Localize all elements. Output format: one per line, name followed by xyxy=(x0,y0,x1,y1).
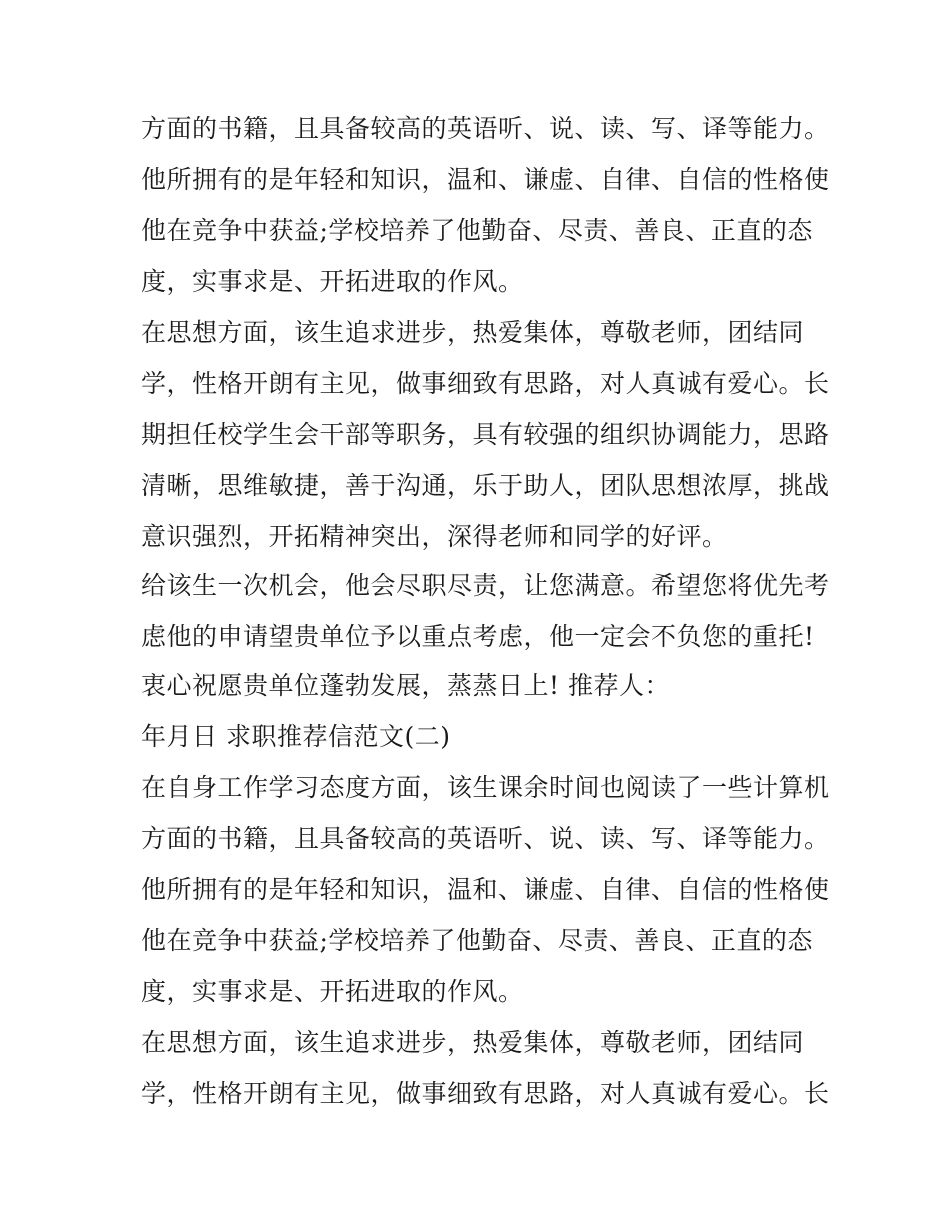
text-line: 虑他的申请望贵单位予以重点考虑，他一定会不负您的重托! xyxy=(141,622,815,651)
text-line: 期担任校学生会干部等职务，具有较强的组织协调能力，思路 xyxy=(141,420,830,449)
text-line: 方面的书籍，且具备较高的英语听、说、读、写、译等能力。 xyxy=(141,114,830,143)
text-line: 在自身工作学习态度方面，该生课余时间也阅读了一些计算机 xyxy=(141,773,830,802)
text-line: 度，实事求是、开拓进取的作风。 xyxy=(141,267,524,296)
text-line: 意识强烈，开拓精神突出，深得老师和同学的好评。 xyxy=(141,522,728,551)
text-line: 他所拥有的是年轻和知识，温和、谦虚、自律、自信的性格使 xyxy=(141,165,830,194)
text-line: 给该生一次机会，他会尽职尽责，让您满意。希望您将优先考 xyxy=(141,571,830,600)
text-line: 年月日 求职推荐信范文(二) xyxy=(141,722,451,751)
text-line: 衷心祝愿贵单位蓬勃发展，蒸蒸日上! 推荐人： xyxy=(141,671,670,700)
text-line: 在思想方面，该生追求进步，热爱集体，尊敬老师，团结同 xyxy=(141,318,805,347)
text-line: 他在竞争中获益;学校培养了他勤奋、尽责、善良、正直的态 xyxy=(141,216,813,245)
text-line: 学，性格开朗有主见，做事细致有思路，对人真诚有爱心。长 xyxy=(141,369,830,398)
text-line: 他所拥有的是年轻和知识，温和、谦虚、自律、自信的性格使 xyxy=(141,875,830,904)
text-line: 他在竞争中获益;学校培养了他勤奋、尽责、善良、正直的态 xyxy=(141,926,813,955)
text-line: 在思想方面，该生追求进步，热爱集体，尊敬老师，团结同 xyxy=(141,1028,805,1057)
text-line: 方面的书籍，且具备较高的英语听、说、读、写、译等能力。 xyxy=(141,824,830,853)
text-line: 清晰，思维敏捷，善于沟通，乐于助人，团队思想浓厚，挑战 xyxy=(141,471,830,500)
text-line: 度，实事求是、开拓进取的作风。 xyxy=(141,977,524,1006)
text-line: 学，性格开朗有主见，做事细致有思路，对人真诚有爱心。长 xyxy=(141,1079,830,1108)
